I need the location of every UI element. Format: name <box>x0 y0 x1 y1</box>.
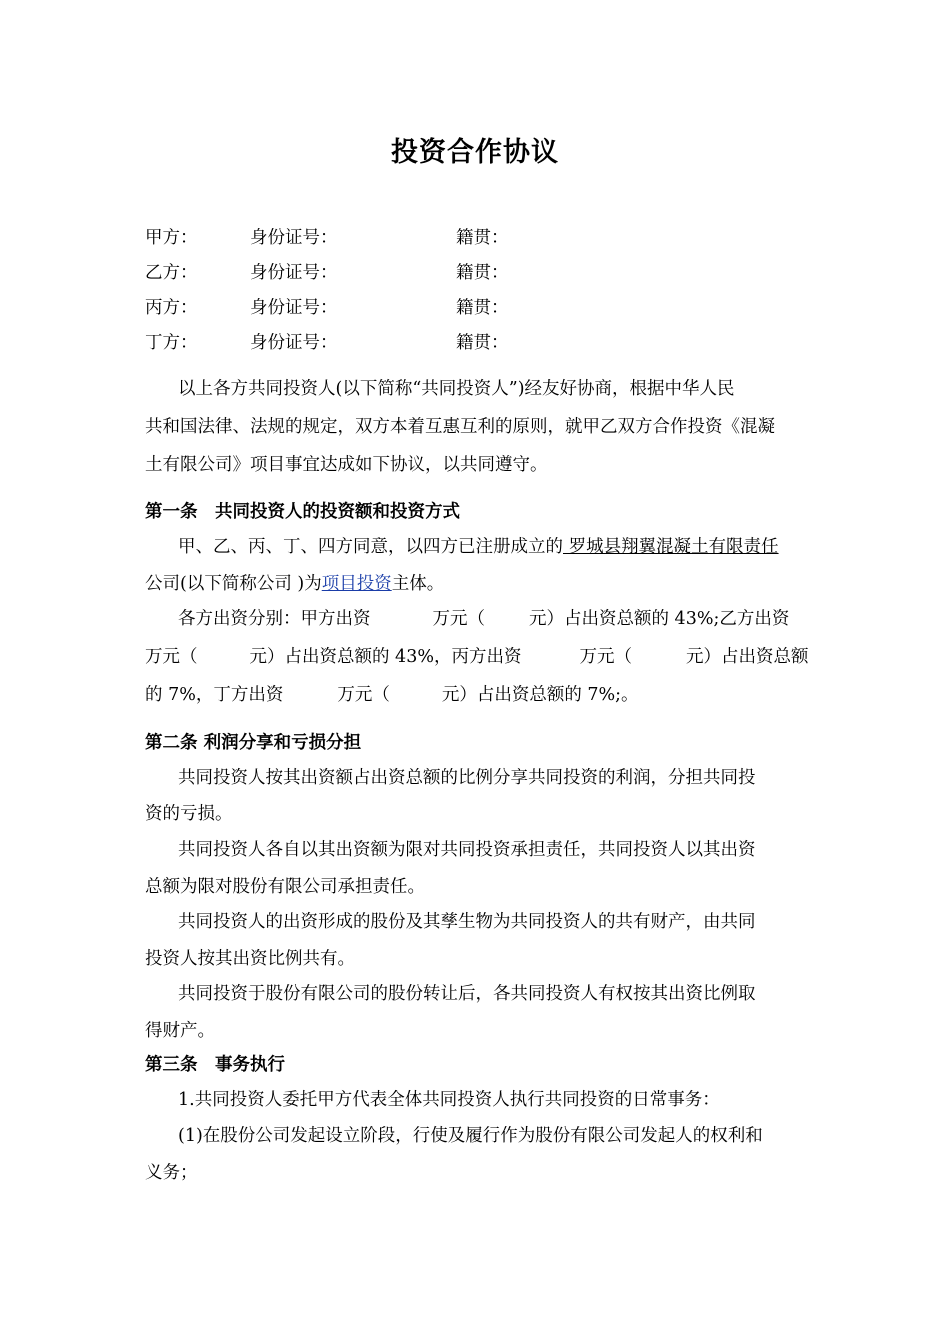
article2-line: 共同投资于股份有限公司的股份转让后，各共同投资人有权按其出资比例取 <box>178 984 756 1004</box>
article3-line: (1)在股份公司发起设立阶段，行使及履行作为股份有限公司发起人的权利和 <box>178 1126 763 1146</box>
party-name: 丁方： <box>145 333 198 353</box>
article2-heading: 第二条 利润分享和亏损分担 <box>145 733 362 753</box>
party-name: 甲方： <box>145 228 198 248</box>
party-id-label: 身份证号： <box>250 298 338 318</box>
article1-heading: 第一条 共同投资人的投资额和投资方式 <box>145 502 460 522</box>
article2-line: 共同投资人按其出资额占出资总额的比例分享共同投资的利润，分担共同投 <box>178 768 756 788</box>
article3-line: 1.共同投资人委托甲方代表全体共同投资人执行共同投资的日常事务： <box>178 1090 720 1110</box>
contribution-line2 <box>145 645 808 669</box>
article3-line: 义务； <box>145 1163 198 1183</box>
article2-line: 得财产。 <box>145 1021 215 1041</box>
text: 各方出资分别：甲方出资 <box>178 609 371 629</box>
party-id-label: 身份证号： <box>250 333 338 353</box>
text: 甲、乙、丙、丁、四方同意，以四方已注册成立的 <box>178 537 563 557</box>
company-name: 罗城县翔翼混凝土有限责任 <box>563 537 779 557</box>
party-name: 乙方： <box>145 263 198 283</box>
text: 的 7%，丁方出资 <box>145 685 284 705</box>
article3-heading: 第三条 事务执行 <box>145 1055 285 1075</box>
party-origin-label: 籍贯： <box>456 263 509 283</box>
party-origin-label: 籍贯： <box>456 298 509 318</box>
document-title: 投资合作协议 <box>391 137 559 168</box>
intro-line: 共和国法律、法规的规定，双方本着互惠互利的原则，就甲乙双方合作投资《混凝 <box>145 417 775 437</box>
contribution-line1 <box>178 607 789 631</box>
text: 万元（ <box>337 685 390 705</box>
intro-line: 土有限公司》项目事宜达成如下协议，以共同遵守。 <box>145 455 548 475</box>
text: 元）占出资总额的 43%;乙方出资 <box>529 609 790 629</box>
party-origin-label: 籍贯： <box>456 333 509 353</box>
party-origin-label: 籍贯： <box>456 228 509 248</box>
text: 万元（ <box>579 647 632 667</box>
intro-line: 以上各方共同投资人(以下简称“共同投资人”)经友好协商，根据中华人民 <box>178 379 735 399</box>
text: 公司(以下简称公司 )为 <box>145 574 322 594</box>
text: 元）占出资总额的 7%;。 <box>441 685 639 705</box>
article1-paragraph1-line1 <box>178 535 779 559</box>
article2-line: 共同投资人各自以其出资额为限对共同投资承担责任，共同投资人以其出资 <box>178 840 756 860</box>
contribution-line3 <box>145 683 639 707</box>
party-id-label: 身份证号： <box>250 263 338 283</box>
text: 万元（ <box>145 647 198 667</box>
article1-paragraph1-line2 <box>145 572 444 596</box>
article2-line: 投资人按其出资比例共有。 <box>145 949 355 969</box>
article2-line: 共同投资人的出资形成的股份及其孳生物为共同投资人的共有财产，由共同 <box>178 912 756 932</box>
text: 主体。 <box>391 574 445 594</box>
party-name: 丙方： <box>145 298 198 318</box>
article2-line: 资的亏损。 <box>145 804 233 824</box>
article2-line: 总额为限对股份有限公司承担责任。 <box>145 877 425 897</box>
text: 万元（ <box>432 609 485 629</box>
text: 元）占出资总额的 43%，丙方出资 <box>249 647 522 667</box>
project-investment-link[interactable]: 项目投资 <box>321 574 392 594</box>
text: 元）占出资总额 <box>685 647 809 667</box>
party-id-label: 身份证号： <box>250 228 338 248</box>
